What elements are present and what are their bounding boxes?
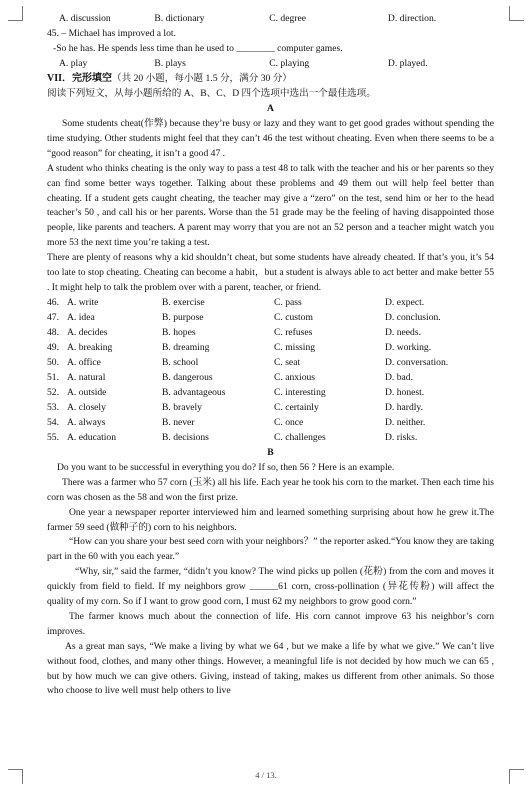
q45-blank: ________: [236, 43, 275, 54]
option-a: A. discussion: [59, 13, 111, 24]
passage-b-paragraph-6: The farmer knows much about the connection of life. His corn cannot improve 63 his neighbor’s corn improves.: [47, 610, 494, 637]
q45-options: [47, 57, 494, 72]
option-row: 55. A. education B. decisions C. challenges D. risks.: [47, 431, 418, 443]
section-title: VII．完形填空: [47, 73, 113, 84]
option-b: B. dictionary: [154, 13, 205, 24]
q45-reply: [47, 42, 494, 57]
option-row: 54. A. always B. never C. once D. neither.: [47, 416, 426, 428]
passage-a-paragraph-3: There are plenty of reasons why a kid shouldn’t cheat, but some students have already cheated. If that’s you, it’s 54 too late to stop cheating. Cheating can become a habit，but a student is always able to act better and make better 55 . It might help to talk the problem over with a parent, teacher, or friend.: [47, 252, 494, 293]
q45-stem: 45. – Michael has improved a lot.: [47, 28, 176, 39]
page-content: [47, 12, 494, 699]
option-d: D. played.: [387, 58, 428, 69]
passage-a-paragraph-1: Some students cheat(作弊) because they’re busy or lazy and they want to get good grades without spending the time studying. Other students might feel that they can’t 46 the test without cheating. Even when there seems to be a “good reason” for cheating, it isn’t a good 47 .: [47, 118, 494, 159]
passage-b-paragraph-3: One year a newspaper reporter interviewed him and learned something surprising about how he grew it.The farmer 59 seed (做种子的) corn to his neighbors.: [47, 506, 494, 533]
option-c: C. degree: [269, 13, 306, 24]
passage-b-paragraph-1: Do you want to be successful in everything you do? If so, then 56 ? Here is an example.: [57, 461, 395, 473]
passage-b-paragraph-4: “How can you share your best seed corn with your neighbors？” the reporter asked.“You know they are taking part in the 60 with you each year.”: [47, 536, 494, 563]
q44-options: [47, 12, 494, 27]
option-row: 47. A. idea B. purpose C. custom D. conclusion.: [47, 311, 441, 323]
passage-a-label: A: [267, 103, 274, 114]
option-d: D. direction.: [387, 13, 437, 24]
option-row: 46. A. write B. exercise C. pass D. expect.: [47, 296, 425, 308]
option-row: 52. A. outside B. advantageous C. interesting D. honest.: [47, 386, 425, 398]
option-row: 50. A. office B. school C. seat D. conversation.: [47, 356, 449, 368]
section-heading: [47, 72, 494, 87]
option-row: 53. A. closely B. bravely C. certainly D. hardly.: [47, 401, 424, 413]
crop-mark-top-left: [8, 6, 23, 21]
passage-b-paragraph-5: “Why, sir,” said the farmer, “didn’t you know? The wind picks up pollen (花粉) from the corn and moves it quickly from field to field. If my neighbors grow ______61 corn, cross-pollination (异花传粉) will affect the quality of my corn. So if I want to grow good corn, I must 62 my neighbors to grow good corn.”: [47, 566, 494, 608]
section-note: （共 20 小题，每小题 1.5 分，满分 30 分）: [112, 73, 292, 84]
option-row: 48. A. decides B. hopes C. refuses D. needs.: [47, 326, 421, 338]
passage-b-paragraph-2: There was a farmer who 57 corn (玉米) all his life. Each year he took his corn to the market. Then each time his corn was chosen as the 58 and won the first prize.: [47, 476, 494, 503]
passage-b-paragraph-7: As a great man says, “We make a living by what we 64 , but we make a life by what we give.” We can’t live without food, clothes, and many other things. However, a meaningful life is not decided by how much we can 65 , but by how much we can give others. Giving, instead of taking, makes us different from other animals. So those who choose to live well must help others to live: [47, 640, 494, 697]
option-row: 51. A. natural B. dangerous C. anxious D. bad.: [47, 371, 413, 383]
option-b: B. plays: [154, 58, 186, 69]
page-number: 4 / 13.: [255, 770, 277, 780]
option-row: 49. A. breaking B. dreaming C. missing D. working.: [47, 341, 432, 353]
section-instruction: 阅读下列短文，从每小题所给的 A、B、C、D 四个选项中选出一个最佳选项。: [47, 88, 376, 99]
q45-reply-after: computer games.: [274, 43, 343, 54]
passage-a-options: [47, 296, 494, 446]
option-c: C. playing: [269, 58, 310, 69]
passage-b: [47, 461, 494, 700]
passage-a-paragraph-2: A student who thinks cheating is the only way to pass a test 48 to talk with the teacher and his or her parents so they can find some better ways together. Talking about these problems and 49 them out will help feel better than cheating. If a student gets caught cheating, the teacher may give a “zero” on the test, send him or her to the head teacher’s 50 , and call his or her parents. Worse than the 51 grade may be the feeling of having disappointed those people, like parents and teachers. A parent may worry that you are not an 52 person and a teacher might watch you more 53 the next time you’re taking a test.: [47, 162, 494, 249]
passage-a: [47, 117, 494, 296]
crop-mark-top-right: [509, 6, 524, 21]
passage-b-label: B: [267, 446, 274, 458]
option-a: A. play: [59, 58, 88, 69]
q45-reply-before: -So he has. He spends less time than he used to: [53, 43, 237, 54]
